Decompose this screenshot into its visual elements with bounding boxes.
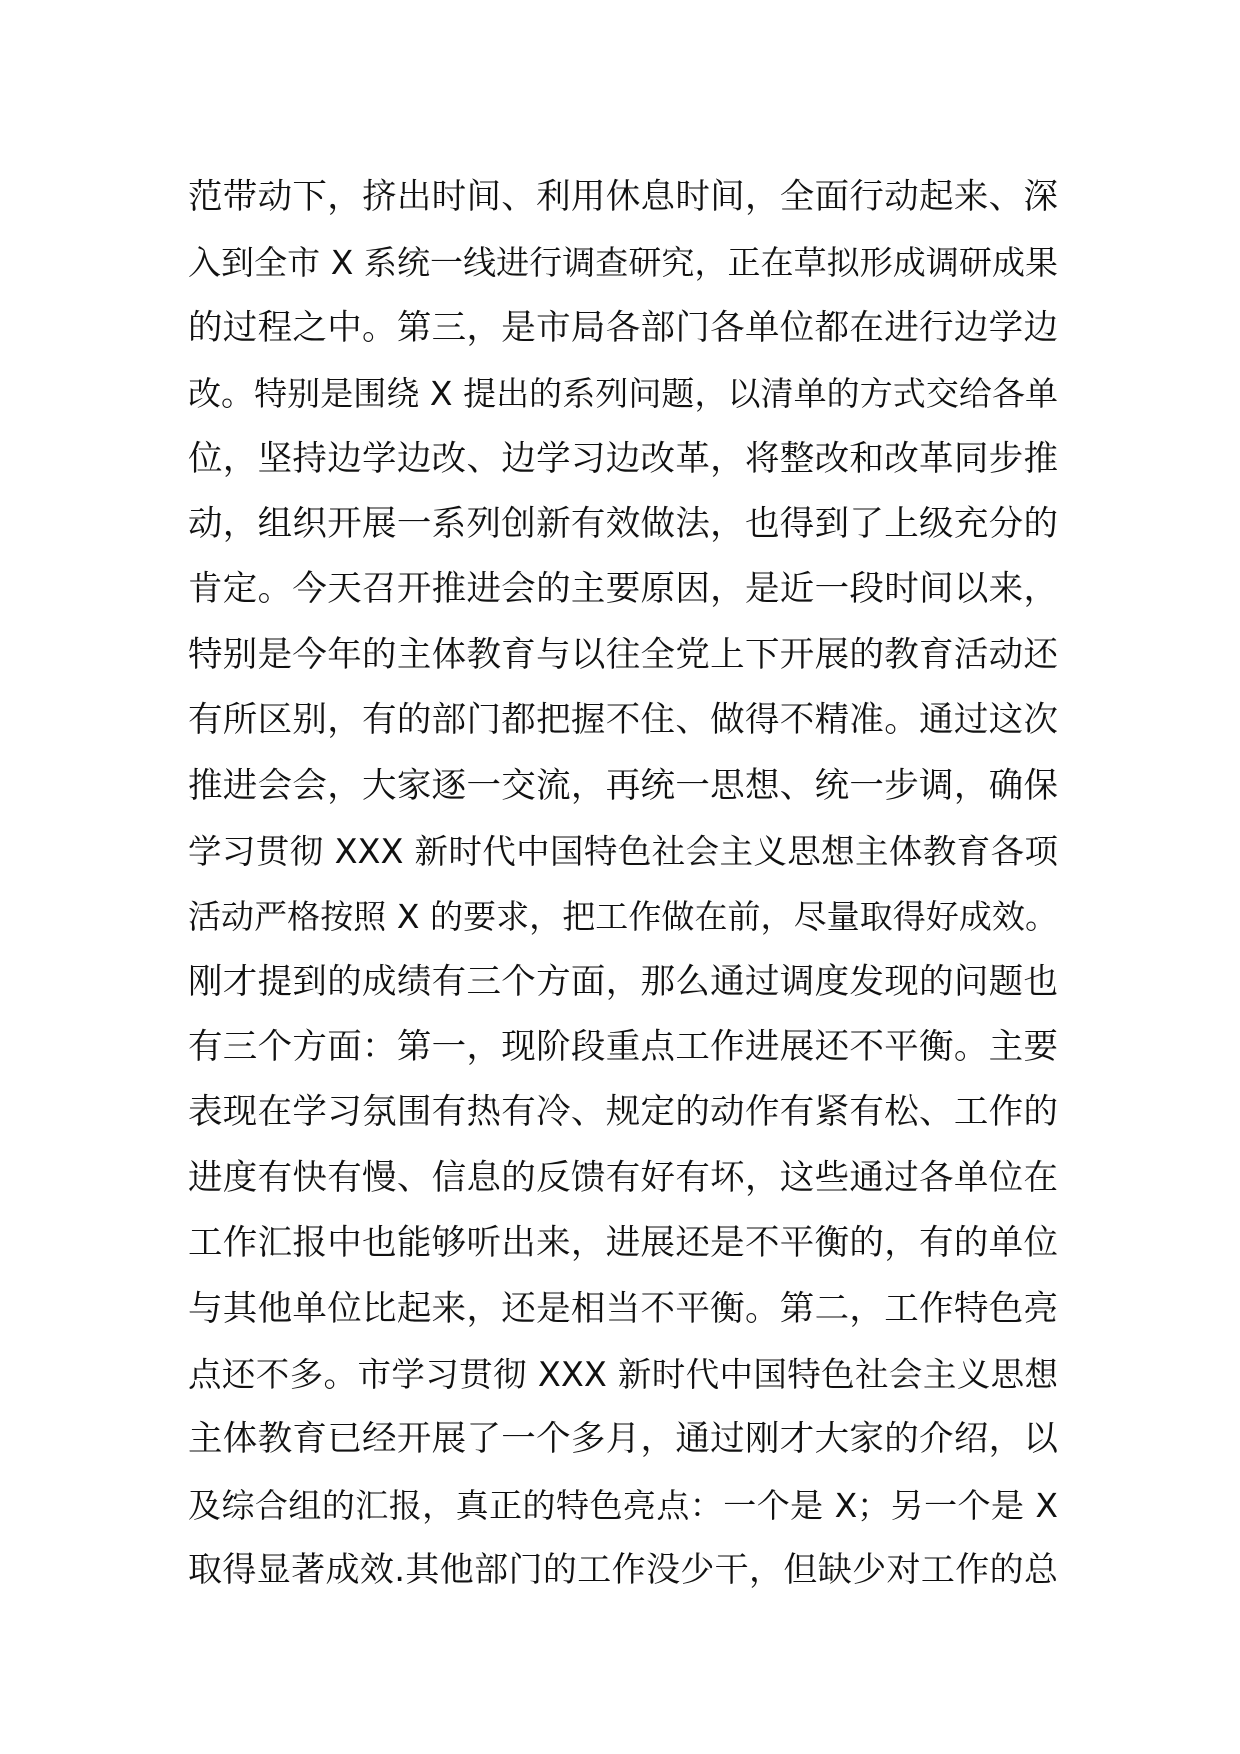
text-line: 进度有快有慢、信息的反馈有好有坏，这些通过各单位在 xyxy=(188,1157,1058,1198)
text-line: 入到全市 X 系统一线进行调查研究，正在草拟形成调研成果 xyxy=(188,243,1058,283)
text-line: 改。特别是围绕 X 提出的系列问题，以清单的方式交给各单 xyxy=(188,374,1058,414)
text-line: 位，坚持边学边改、边学习边改革，将整改和改革同步推 xyxy=(188,438,1058,479)
text-line: 工作汇报中也能够听出来，进展还是不平衡的，有的单位 xyxy=(188,1223,1058,1264)
text-line: 与其他单位比起来，还是相当不平衡。第二，工作特色亮 xyxy=(188,1288,1058,1329)
text-line: 主体教育已经开展了一个多月，通过刚才大家的介绍，以 xyxy=(188,1419,1058,1460)
text-line: 动，组织开展一系列创新有效做法，也得到了上级充分的 xyxy=(188,503,1058,544)
text-line: 及综合组的汇报，真正的特色亮点：一个是 X；另一个是 X xyxy=(188,1485,1058,1525)
text-line: 推进会会，大家逐一交流，再统一思想、统一步调，确保 xyxy=(188,765,1058,806)
text-line: 特别是今年的主体教育与以往全党上下开展的教育活动还 xyxy=(188,634,1058,675)
text-line: 的过程之中。第三，是市局各部门各单位都在进行边学边 xyxy=(188,307,1058,348)
text-line: 点还不多。市学习贯彻 XXX 新时代中国特色社会主义思想 xyxy=(188,1355,1058,1395)
text-line: 有所区别，有的部门都把握不住、做得不精准。通过这次 xyxy=(188,700,1058,741)
text-line: 活动严格按照 X 的要求，把工作做在前，尽量取得好成效。 xyxy=(188,897,1058,937)
text-line: 有三个方面：第一，现阶段重点工作进展还不平衡。主要 xyxy=(188,1027,1058,1068)
text-line: 刚才提到的成绩有三个方面，那么通过调度发现的问题也 xyxy=(188,961,1058,1002)
text-line: 范带动下，挤出时间、利用休息时间，全面行动起来、深 xyxy=(188,177,1058,217)
text-line: 学习贯彻 XXX 新时代中国特色社会主义思想主体教育各项 xyxy=(188,831,1058,871)
text-line: 取得显著成效.其他部门的工作没少干，但缺少对工作的总 xyxy=(188,1550,1058,1591)
body-text xyxy=(188,165,1058,1604)
text-line: 肯定。今天召开推进会的主要原因，是近一段时间以来， xyxy=(188,569,1058,610)
text-line: 表现在学习氛围有热有冷、规定的动作有紧有松、工作的 xyxy=(188,1092,1058,1133)
